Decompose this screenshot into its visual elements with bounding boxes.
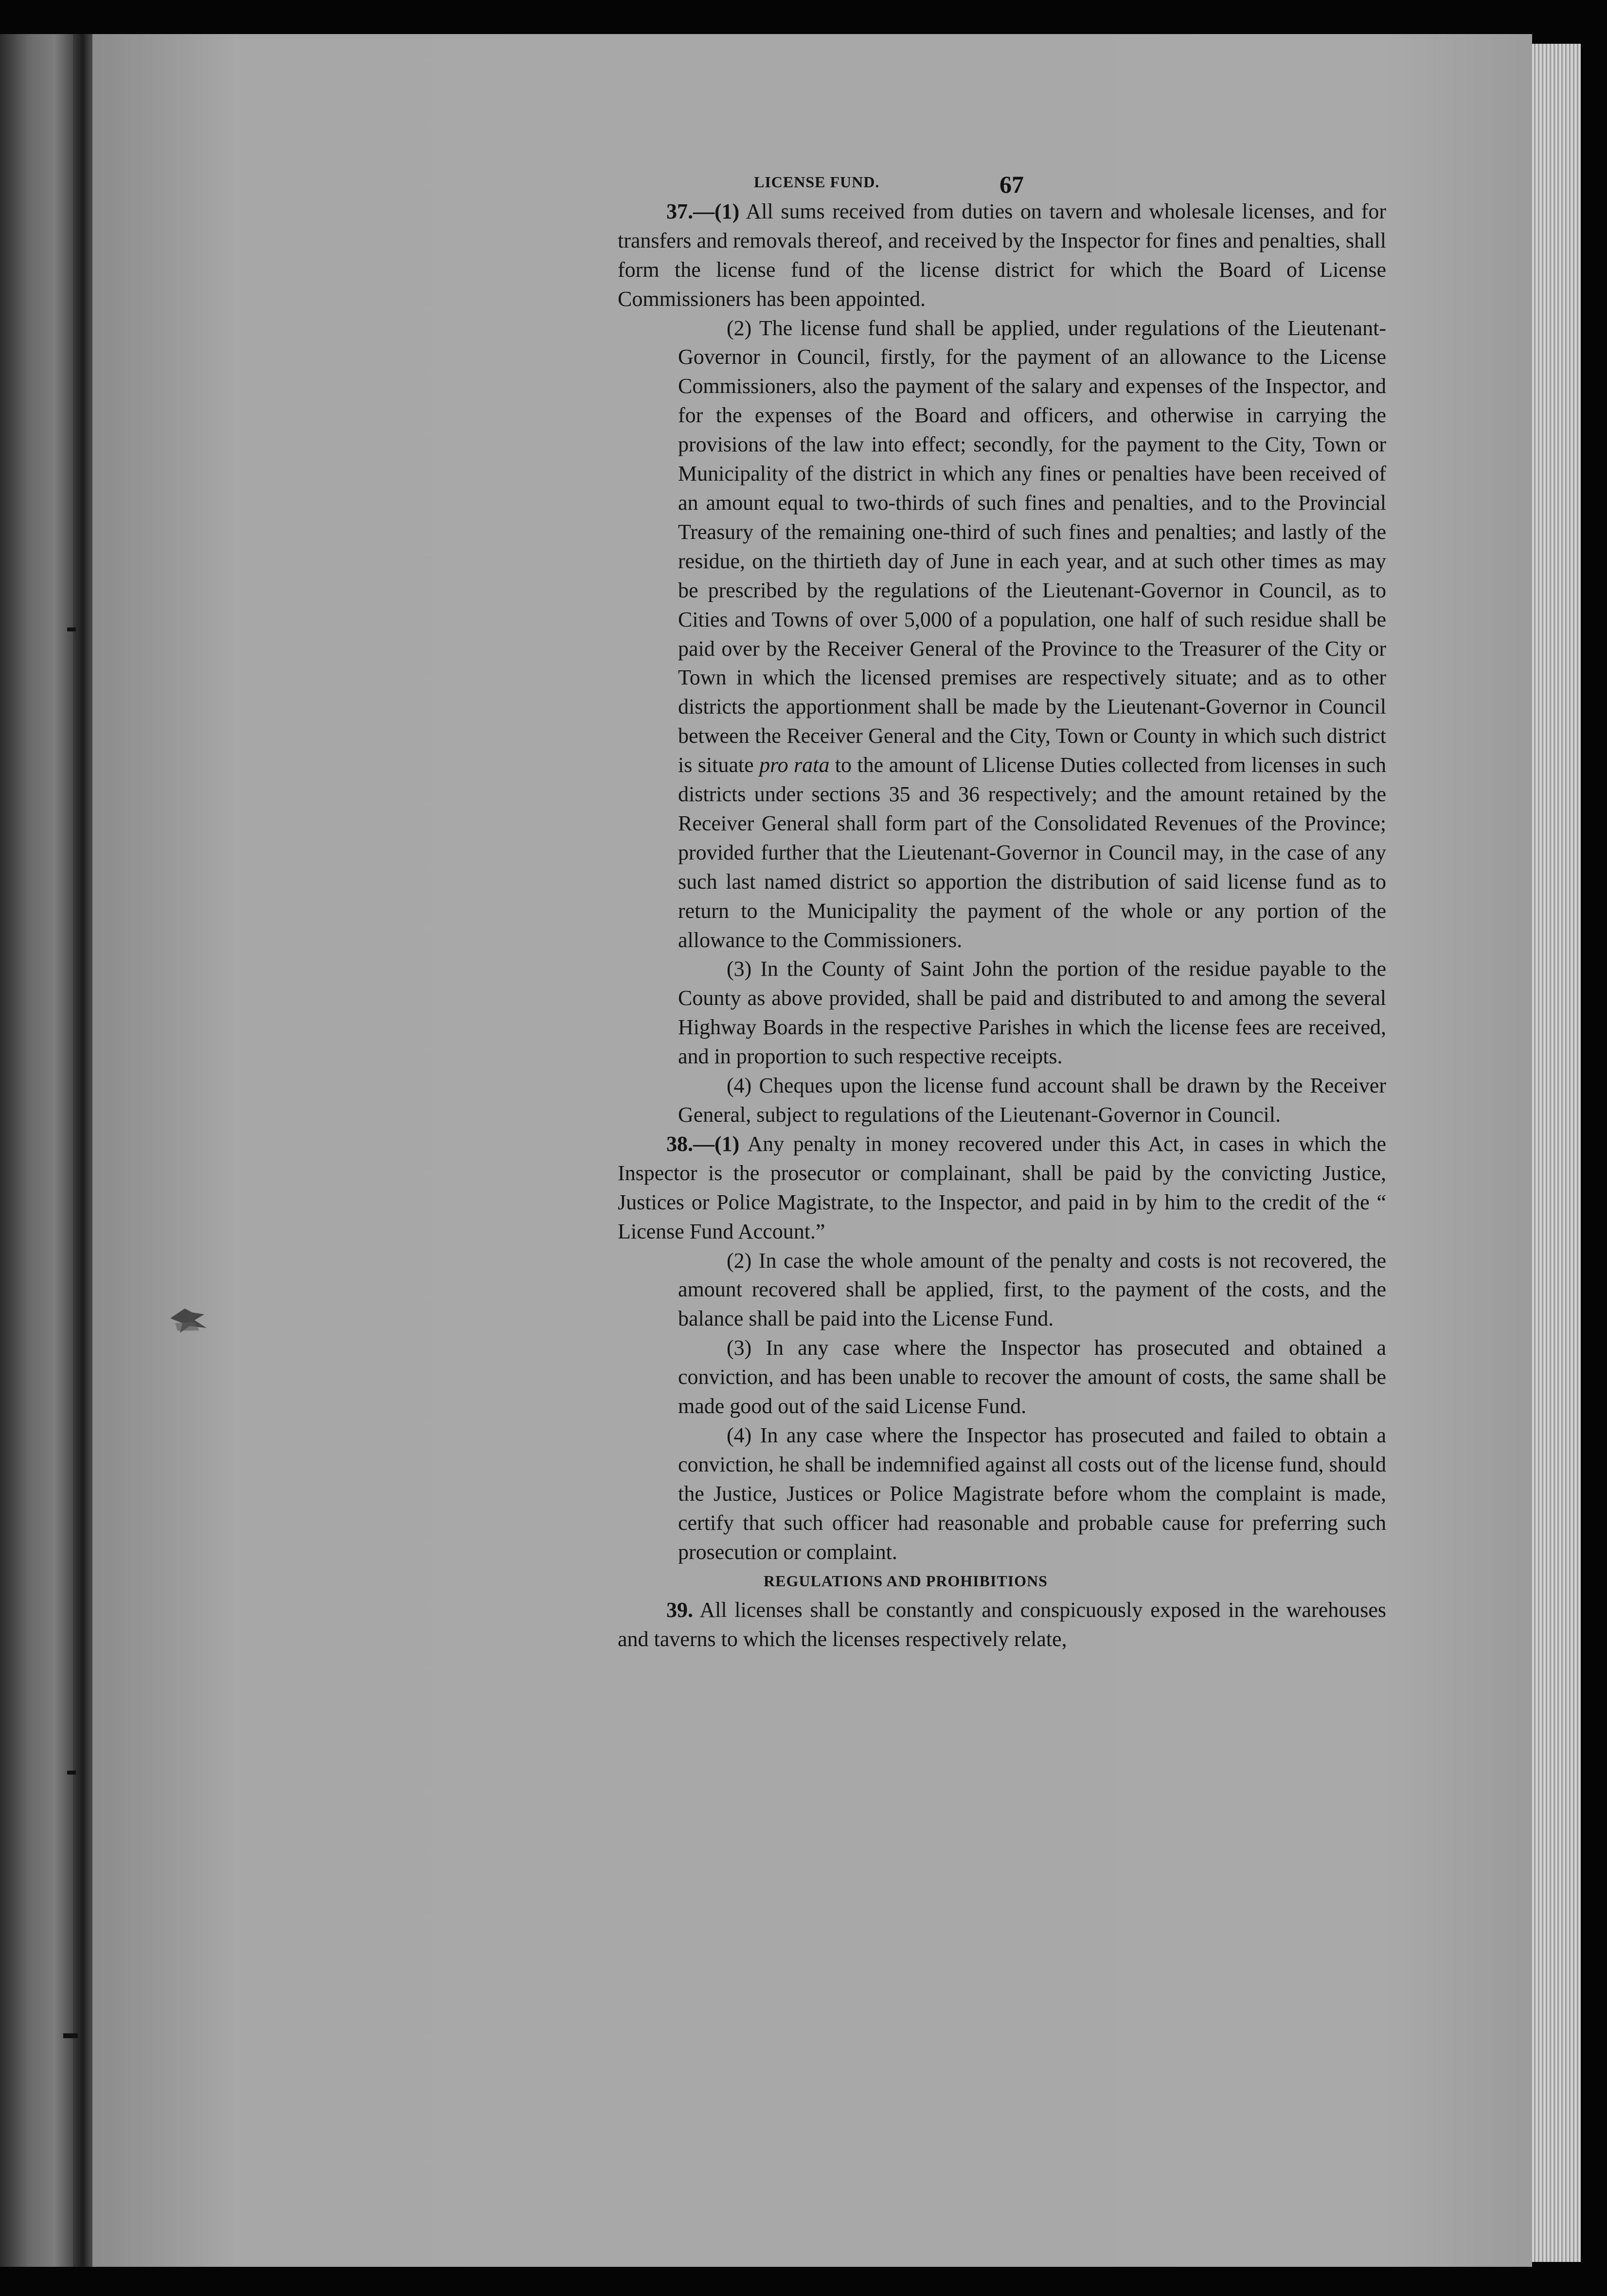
section-38-para-4: (4) In any case where the Inspector has prosecuted and failed to obtain a conviction, he shall be indemnified against all costs out of the license fund, should the Justice, Justices or Police Magistrate before whom the complaint is made, certify that such officer had reasonable and probable cause for preferring such prosecution or complaint. <box>678 1423 1386 1564</box>
binding-mark <box>63 2033 78 2038</box>
page-number: 67 <box>1000 171 1024 198</box>
paragraph-text: Any penalty in money recovered under this Act, in cases in which the Inspector is the prosecutor or complainant, shall be paid by the convicting Justice, Justices or Police Magistrate, to the Inspector, and paid in by him to the credit of the “ License Fund Account.” <box>618 1131 1387 1243</box>
section-number: 38.—(1) <box>666 1131 740 1156</box>
section-number: 37.—(1) <box>666 199 740 223</box>
section-38-para-1 <box>618 1130 1386 1246</box>
section-37-para-1 <box>618 197 1386 314</box>
section-38-para-3: (3) In any case where the Inspector has prosecuted and obtained a conviction, and has been unable to recover the amount of costs, the same shall be made good out of the said License Fund. <box>678 1336 1386 1418</box>
paragraph-text: All sums received from duties on tavern and wholesale licenses, and for transfers and removals thereof, and received by the Inspector for fines and penalties, shall form the license fund of the license district for which the Board of License Commissioners has been appointed. <box>618 199 1386 311</box>
section-number: 39. <box>666 1598 693 1622</box>
heading-license-fund: LICENSE FUND. <box>754 173 880 191</box>
binding-mark <box>67 1771 76 1775</box>
paragraph-text: to the amount of Llicense Duties collected from licenses in such districts under sections 35 and 36 respectively; and the amount retained by the Receiver General shall form part of the Consolidated Revenues of the Province; provided further that the Lieutenant-Governor in Council may, in the case of any such last named district so apportion the distribution of said license fund as to return to the Municipality the payment of the whole or any portion of the allowance to the Commissioners. <box>678 753 1387 952</box>
page-stack-edges <box>1532 44 1581 2262</box>
italic-phrase: pro rata <box>759 753 830 777</box>
paragraph-text: (2) The license fund shall be applied, under regulations of the Lieutenant-Governor in Council, firstly, for the payment of an allowance to the License Commissioners, also the payment of the salary and expenses of the Inspector, and for the expenses of the Board and officers, and otherwise in carrying the provisions of the law into effect; secondly, for the payment to the City, Town or Municipality of the district in which any fines or penalties have been received of an amount equal to two-thirds of such fines and penalties, and to the Provincial Treasury of the remaining one-third of such fines and penalties; and lastly of the residue, on the thirtieth day of June in each year, and at such other times as may be prescribed by the regulations of the Lieutenant-Governor in Council, as to Cities and Towns of over 5,000 of a population, one half of such residue shall be paid over by the Receiver General of the Province to the Treasurer of the City or Town in which the licensed premises are respectively situate; and as to other districts the apportionment shall be made by the Lieutenant-Governor in Council between the Receiver General and the City, Town or County in which such district is situate <box>678 316 1386 777</box>
section-37-para-4: (4) Cheques upon the license fund account shall be drawn by the Receiver General, subject to regulations of the Lieutenant-Governor in Council. <box>678 1074 1386 1127</box>
binding-mark <box>67 628 76 631</box>
section-39-para-1 <box>618 1596 1386 1654</box>
ink-blot-icon <box>165 1304 209 1338</box>
section-38-para-2: (2) In case the whole amount of the penalty and costs is not recovered, the amount recovered shall be applied, first, to the payment of the costs, and the balance shall be paid into the License Fund. <box>678 1248 1386 1331</box>
section-37-para-3: (3) In the County of Saint John the portion of the residue payable to the County as above provided, shall be paid and distributed to and among the several Highway Boards in the respective Parishes in which the license fees are received, and in proportion to such respective receipts. <box>678 957 1386 1069</box>
heading-regulations: REGULATIONS AND PROHIBITIONS <box>764 1572 1048 1590</box>
section-37-para-2 <box>678 314 1386 955</box>
book-gutter <box>73 34 92 2267</box>
paragraph-text: All licenses shall be constantly and conspicuously exposed in the warehouses and taverns to which the licenses respectively relate, <box>618 1598 1387 1651</box>
facing-page-edge <box>0 34 73 2267</box>
page-text <box>618 168 1386 1654</box>
